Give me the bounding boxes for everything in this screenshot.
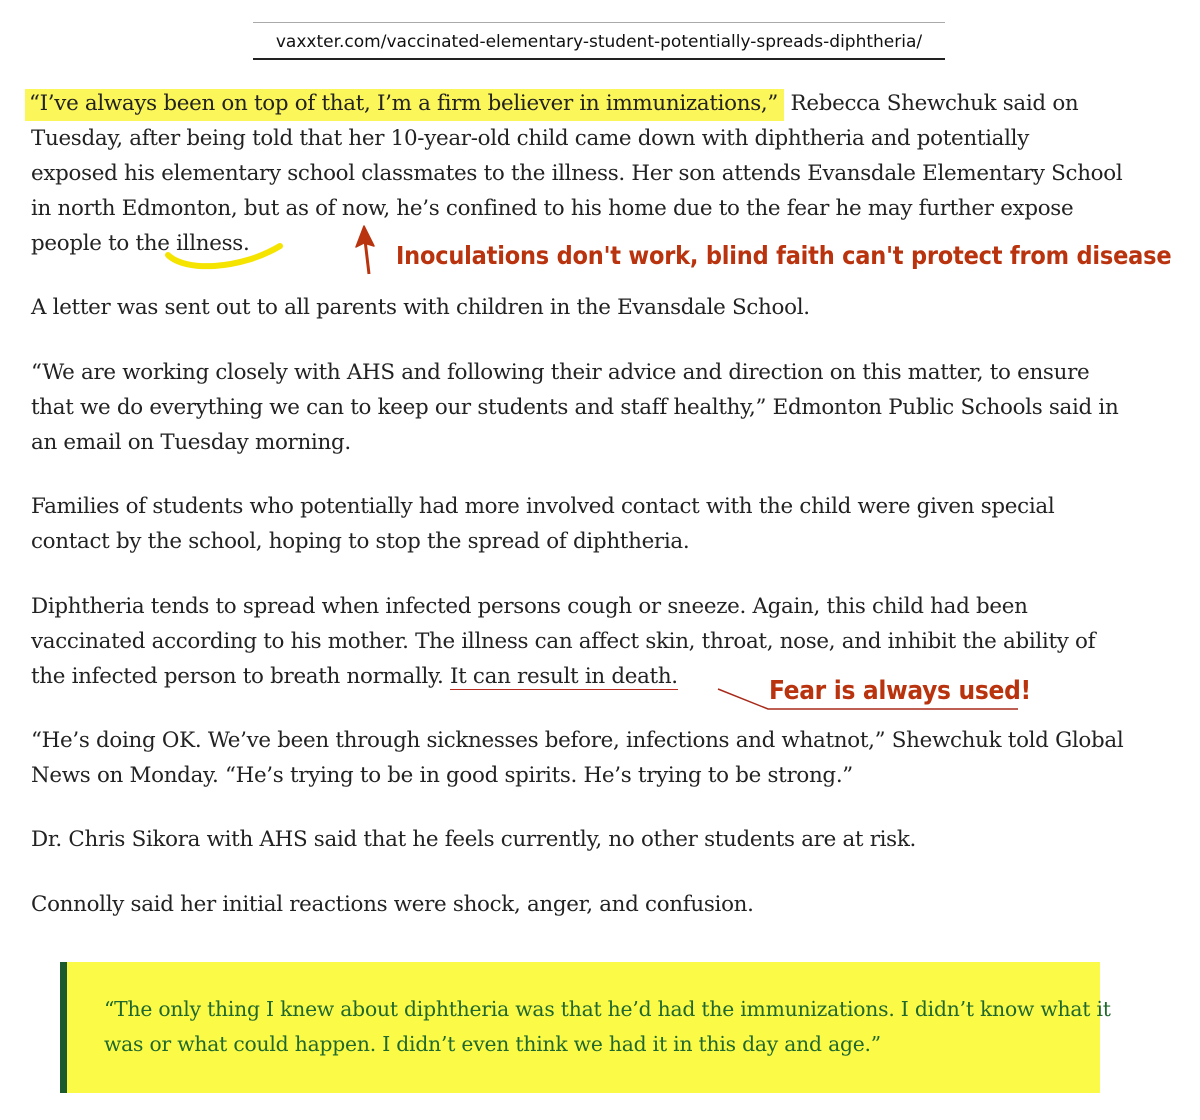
paragraph-8-line-1: Connolly said her initial reactions were shock, anger, and confusion.: [31, 892, 754, 917]
highlighted-quote: “I’ve always been on top of that, I’m a firm believer in immunizations,”: [25, 89, 784, 121]
paragraph-6-line-1: “He’s doing OK. We’ve been through sicknesses before, infections and whatnot,” Shewchuk told Global: [31, 728, 1124, 753]
url-bar: vaxxter.com/vaccinated-elementary-student-potentially-spreads-diphtheria/: [253, 22, 945, 60]
death-sentence: It can result in death.: [449, 664, 678, 689]
paragraph-5-line-3-start: the infected person to breath normally.: [31, 664, 450, 689]
paragraph-3-line-1: “We are working closely with AHS and following their advice and direction on this matter, to ensure: [31, 360, 1090, 385]
annotation-fear: Fear is always used!: [769, 676, 1031, 706]
blockquote-line-1: “The only thing I knew about diphtheria was that he’d had the immunizations. I didn’t know what it: [104, 997, 1111, 1021]
blockquote-line-2: was or what could happen. I didn’t even think we had it in this day and age.”: [104, 1032, 881, 1056]
blockquote: [60, 962, 1111, 1093]
annotation-inoculations: Inoculations don't work, blind faith can't protect from disease: [396, 241, 1172, 270]
paragraph-1-line-2: Tuesday, after being told that her 10-year-old child came down with diphtheria and potentially: [31, 126, 1029, 151]
paragraph-1-line-4: in north Edmonton, but as of now, he’s confined to his home due to the fear he may further expose: [31, 196, 1074, 221]
paragraph-4-line-1: Families of students who potentially had more involved contact with the child were given special: [31, 494, 1055, 519]
paragraph-3-line-2: that we do everything we can to keep our students and staff healthy,” Edmonton Public Schools said in: [31, 395, 1119, 420]
paragraph-3-line-3: an email on Tuesday morning.: [31, 430, 351, 455]
red-arrow-up-icon: [356, 226, 374, 274]
paragraph-1-line-1-rest: Rebecca Shewchuk said on: [784, 91, 1079, 116]
paragraph-7-line-1: Dr. Chris Sikora with AHS said that he feels currently, no other students are at risk.: [31, 827, 917, 852]
yellow-swoosh: [168, 246, 280, 266]
paragraph-1-line-3: exposed his elementary school classmates to the illness. Her son attends Evansdale Elementary School: [31, 161, 1123, 186]
paragraph-5-line-2: vaccinated according to his mother. The illness can affect skin, throat, nose, and inhibit the ability of: [31, 629, 1096, 654]
paragraph-2-line-1: A letter was sent out to all parents with children in the Evansdale School.: [31, 295, 810, 320]
blockquote-text: [104, 992, 1111, 1062]
paragraph-1-line-5: people to the illness.: [31, 231, 250, 256]
paragraph-4-line-2: contact by the school, hoping to stop the spread of diphtheria.: [31, 529, 690, 554]
paragraph-6-line-2: News on Monday. “He’s trying to be in good spirits. He’s trying to be strong.”: [31, 763, 853, 788]
paragraph-5-line-1: Diphtheria tends to spread when infected persons cough or sneeze. Again, this child had been: [31, 594, 1028, 619]
